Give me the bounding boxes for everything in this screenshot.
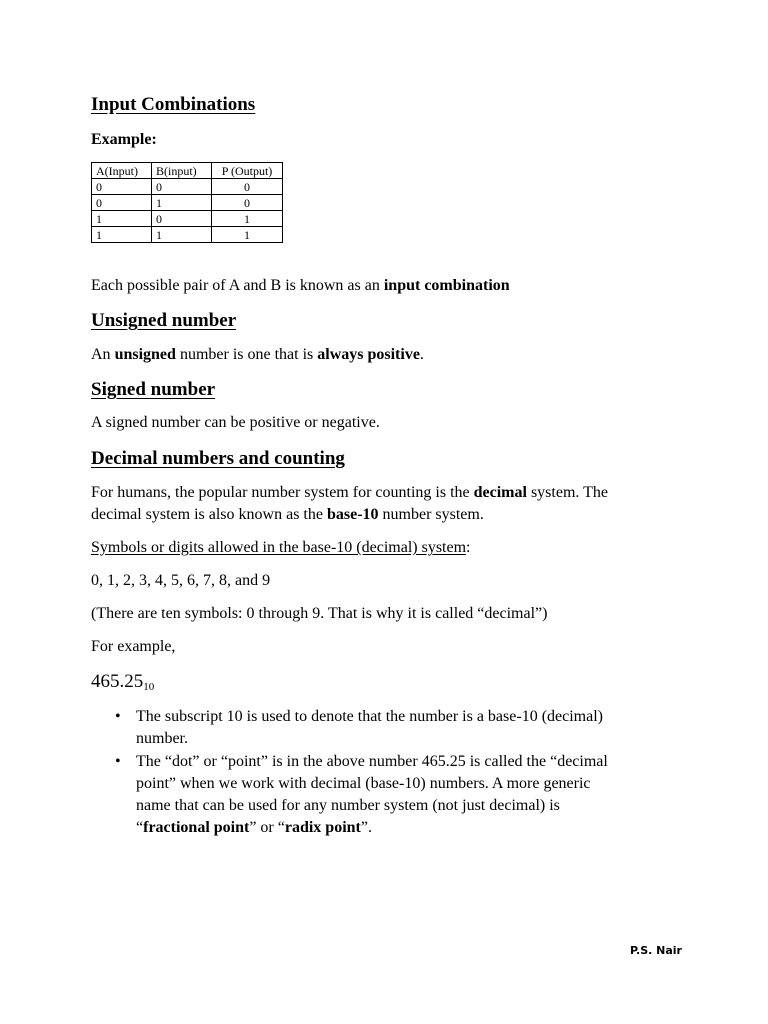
decimal-paragraph-line-2 bbox=[91, 506, 484, 524]
bullet-icon: • bbox=[115, 708, 121, 725]
table-row bbox=[92, 179, 283, 195]
text-run: “ bbox=[136, 819, 144, 836]
text-run: Each possible pair of A and B is known as an bbox=[91, 277, 384, 294]
bullet-line: number. bbox=[136, 730, 188, 747]
heading-input-combinations: Input Combinations bbox=[91, 94, 256, 115]
author-footer: P.S. Nair bbox=[630, 944, 682, 957]
text-run: system. The bbox=[526, 484, 608, 501]
example-number bbox=[91, 671, 154, 693]
text-run: . bbox=[419, 346, 424, 363]
table-row bbox=[92, 195, 283, 211]
heading-decimal-numbers: Decimal numbers and counting bbox=[91, 448, 345, 469]
table-cell: 0 bbox=[92, 179, 152, 195]
list-item bbox=[91, 751, 671, 839]
table-header-cell: A(Input) bbox=[92, 163, 152, 179]
bullet-line bbox=[136, 817, 671, 839]
text-run: number is one that is bbox=[175, 346, 318, 363]
text-run: For humans, the popular number system for counting is the bbox=[91, 484, 474, 501]
bullet-line: point” when we work with decimal (base-10) numbers. A more generic bbox=[136, 775, 591, 792]
bullet-icon: • bbox=[115, 753, 121, 770]
text-run: ”. bbox=[360, 819, 372, 836]
digits-list: 0, 1, 2, 3, 4, 5, 6, 7, 8, and 9 bbox=[91, 572, 271, 589]
table-cell: 0 bbox=[152, 211, 212, 227]
example-label: Example: bbox=[91, 131, 157, 148]
bold-term: radix point bbox=[284, 819, 361, 836]
ten-symbols-note: (There are ten symbols: 0 through 9. That is why it is called “decimal”) bbox=[91, 605, 548, 622]
truth-table bbox=[91, 162, 283, 243]
table-cell: 1 bbox=[212, 227, 283, 243]
bold-term: fractional point bbox=[143, 819, 250, 836]
bold-term: decimal bbox=[473, 484, 527, 501]
table-header-cell: P (Output) bbox=[212, 163, 283, 179]
bold-term: unsigned bbox=[114, 346, 176, 363]
bullet-line: name that can be used for any number system (not just decimal) is bbox=[136, 797, 560, 814]
bullet-line: The “dot” or “point” is in the above number 465.25 is called the “decimal bbox=[136, 753, 608, 770]
text-run: ” or “ bbox=[249, 819, 285, 836]
symbols-subheading bbox=[91, 539, 471, 557]
table-cell: 1 bbox=[92, 227, 152, 243]
bold-term: base-10 bbox=[326, 506, 379, 523]
table-cell: 1 bbox=[92, 211, 152, 227]
text-run: An bbox=[91, 346, 115, 363]
unsigned-description bbox=[91, 346, 424, 364]
underlined-text: Symbols or digits allowed in the base-10 (decimal) system bbox=[91, 539, 467, 556]
table-cell: 1 bbox=[152, 195, 212, 211]
heading-unsigned-number: Unsigned number bbox=[91, 310, 237, 331]
heading-signed-number: Signed number bbox=[91, 379, 216, 400]
table-header-row bbox=[92, 163, 283, 179]
table-cell: 1 bbox=[152, 227, 212, 243]
number-value: 465.25 bbox=[91, 671, 144, 692]
bullet-line: The subscript 10 is used to denote that the number is a base-10 (decimal) bbox=[136, 708, 603, 725]
table-cell: 0 bbox=[212, 179, 283, 195]
input-combination-description bbox=[91, 277, 510, 295]
signed-description: A signed number can be positive or negative. bbox=[91, 414, 380, 431]
table-header-cell: B(input) bbox=[152, 163, 212, 179]
table-cell: 1 bbox=[212, 211, 283, 227]
bold-term: always positive bbox=[317, 346, 420, 363]
bold-term: input combination bbox=[383, 277, 510, 294]
table-cell: 0 bbox=[92, 195, 152, 211]
for-example-text: For example, bbox=[91, 638, 176, 655]
number-subscript: 10 bbox=[143, 681, 155, 693]
table-row bbox=[92, 211, 283, 227]
table-cell: 0 bbox=[152, 179, 212, 195]
bullet-list bbox=[91, 706, 671, 840]
table-row bbox=[92, 227, 283, 243]
text-run: decimal system is also known as the bbox=[91, 506, 327, 523]
decimal-paragraph-line-1 bbox=[91, 484, 608, 502]
list-item bbox=[91, 706, 671, 750]
table-cell: 0 bbox=[212, 195, 283, 211]
text-run: number system. bbox=[378, 506, 484, 523]
text-run: : bbox=[466, 539, 471, 556]
